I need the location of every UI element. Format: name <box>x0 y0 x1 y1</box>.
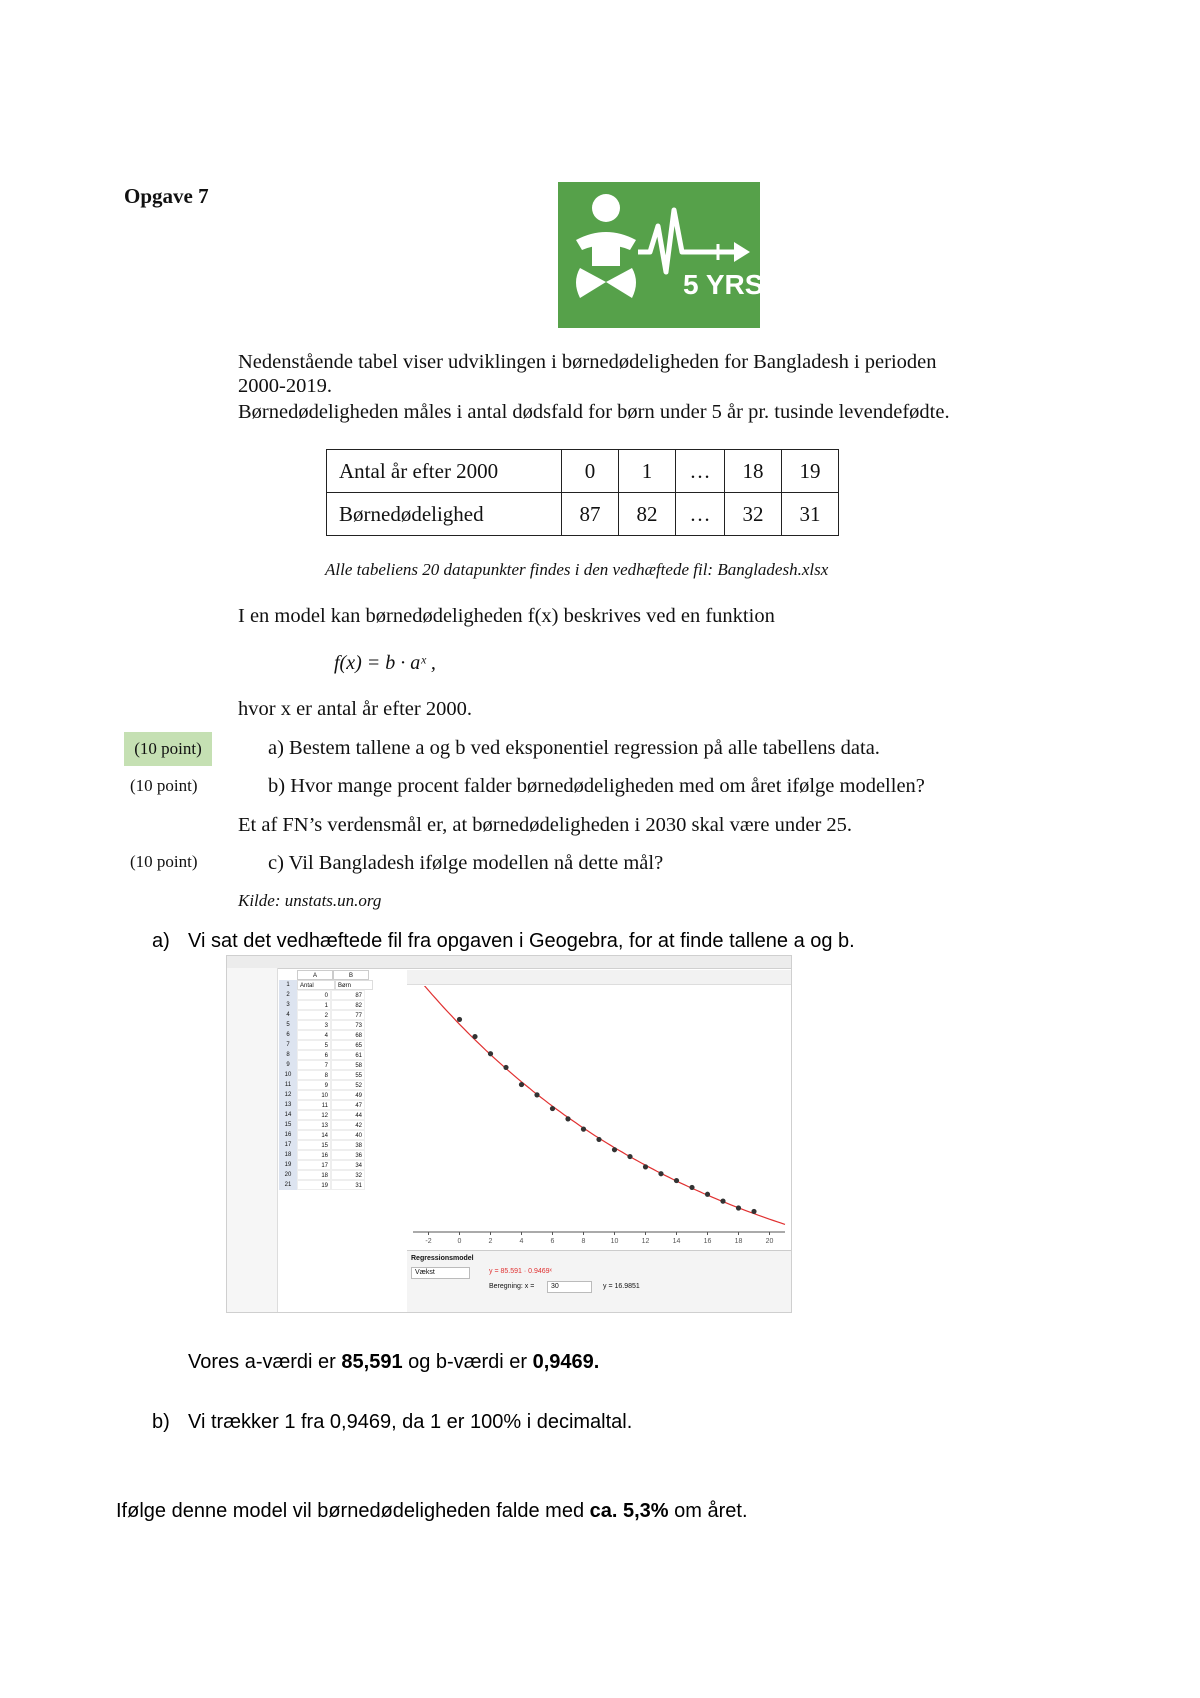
calc-y-result: y = 16.9851 <box>603 1283 640 1290</box>
spreadsheet-row-number: 12 <box>279 1090 297 1100</box>
data-point <box>705 1192 710 1197</box>
conclusion-prefix: Ifølge denne model vil børnedødeligheden falde med <box>116 1500 590 1522</box>
calc-x-input[interactable]: 30 <box>547 1281 592 1293</box>
spreadsheet-cell[interactable]: 10 <box>297 1090 331 1100</box>
regression-panel <box>407 1250 791 1313</box>
x-tick-label: 16 <box>703 1238 712 1245</box>
points-badge-a: (10 point) <box>124 732 212 766</box>
spreadsheet-row <box>279 1080 403 1090</box>
calc-label: Beregning: x = <box>489 1283 535 1290</box>
spreadsheet-row-number: 15 <box>279 1120 297 1130</box>
spreadsheet-cell[interactable]: 6 <box>297 1050 331 1060</box>
x-tick-label: 20 <box>765 1238 774 1245</box>
data-point <box>736 1205 741 1210</box>
spreadsheet-cell[interactable]: 12 <box>297 1110 331 1120</box>
spreadsheet-cell[interactable]: 38 <box>331 1140 365 1150</box>
spreadsheet-row <box>279 1070 403 1080</box>
regression-equation: y = 85.591 · 0.9469ˣ <box>489 1268 552 1275</box>
b-value: 0,9469. <box>532 1351 600 1373</box>
spreadsheet-row-number: 16 <box>279 1130 297 1140</box>
spreadsheet-cell[interactable]: 47 <box>331 1100 365 1110</box>
spreadsheet-row <box>279 1020 403 1030</box>
geogebra-toolbar <box>227 956 791 969</box>
data-point <box>689 1185 694 1190</box>
spreadsheet-cell[interactable]: 11 <box>297 1100 331 1110</box>
spreadsheet-cell[interactable]: 8 <box>297 1070 331 1080</box>
data-point <box>627 1154 632 1159</box>
table-cell: 18 <box>725 450 782 493</box>
regression-model-label: Regressionsmodel <box>411 1255 474 1262</box>
spreadsheet-header-cell: Antal <box>297 980 335 990</box>
sdg-child-mortality-logo <box>558 182 760 328</box>
spreadsheet-cell[interactable]: 18 <box>297 1170 331 1180</box>
spreadsheet-row <box>279 1110 403 1120</box>
table-cell: 1 <box>619 450 676 493</box>
data-point <box>643 1164 648 1169</box>
spreadsheet-row-number: 6 <box>279 1030 297 1040</box>
spreadsheet-cell[interactable]: 65 <box>331 1040 365 1050</box>
points-badge-b: (10 point) <box>130 776 198 795</box>
answer-a-marker: a) <box>152 930 170 952</box>
spreadsheet-row <box>279 1030 403 1040</box>
spreadsheet-row-number: 13 <box>279 1100 297 1110</box>
child-heartbeat-icon <box>558 182 760 328</box>
spreadsheet-cell[interactable]: 32 <box>331 1170 365 1180</box>
model-formula: f(x) = b · aˣ , <box>334 652 436 674</box>
x-tick-label: 2 <box>488 1238 493 1245</box>
x-tick-label: 18 <box>734 1238 743 1245</box>
table-row-label: Børnedødelighed <box>327 493 562 536</box>
spreadsheet-row <box>279 990 403 1000</box>
model-intro: I en model kan børnedødeligheden f(x) beskrives ved en funktion <box>238 605 775 627</box>
spreadsheet-row-number: 9 <box>279 1060 297 1070</box>
x-tick-label: 12 <box>641 1238 650 1245</box>
spreadsheet-row-number: 5 <box>279 1020 297 1030</box>
spreadsheet-cell[interactable]: 9 <box>297 1080 331 1090</box>
geogebra-spreadsheet: A B 1 Antal Børn 2 0 87 3 1 82 4 2 77 5 3 73 6 4 68 7 5 65 8 6 61 9 7 58 10 8 55 11 9 52 12 10 49 13 11 47 14 12 44 15 13 42 16 14 40 17 15 38 18 16 36 19 17 34 20 18 32 21 19 31 <box>279 970 403 1190</box>
spreadsheet-cell[interactable]: 2 <box>297 1010 331 1020</box>
spreadsheet-cell[interactable]: 19 <box>297 1180 331 1190</box>
spreadsheet-cell[interactable]: 77 <box>331 1010 365 1020</box>
spreadsheet-cell[interactable]: 55 <box>331 1070 365 1080</box>
spreadsheet-row-number: 20 <box>279 1170 297 1180</box>
spreadsheet-row-number: 11 <box>279 1080 297 1090</box>
spreadsheet-cell[interactable]: 68 <box>331 1030 365 1040</box>
spreadsheet-cell[interactable]: 3 <box>297 1020 331 1030</box>
spreadsheet-row-number: 18 <box>279 1150 297 1160</box>
data-point <box>581 1127 586 1132</box>
table-row-years <box>327 450 839 493</box>
conclusion-value: ca. 5,3% <box>589 1500 669 1522</box>
spreadsheet-cell[interactable]: 87 <box>331 990 365 1000</box>
spreadsheet-cell[interactable]: 0 <box>297 990 331 1000</box>
spreadsheet-cell[interactable]: 42 <box>331 1120 365 1130</box>
spreadsheet-row-number: 2 <box>279 990 297 1000</box>
spreadsheet-cell[interactable]: 82 <box>331 1000 365 1010</box>
table-cell: 31 <box>782 493 839 536</box>
answer-b-marker: b) <box>152 1411 170 1433</box>
table-cell: 32 <box>725 493 782 536</box>
spreadsheet-row <box>279 1060 403 1070</box>
conclusion <box>116 1500 748 1523</box>
geogebra-screenshot <box>226 955 792 1313</box>
data-point <box>488 1051 493 1056</box>
table-cell-ellipsis: … <box>676 493 725 536</box>
spreadsheet-cell[interactable]: 58 <box>331 1060 365 1070</box>
data-point <box>720 1199 725 1204</box>
data-point <box>674 1178 679 1183</box>
spreadsheet-row <box>279 1040 403 1050</box>
spreadsheet-cell[interactable]: 14 <box>297 1130 331 1140</box>
spreadsheet-row <box>279 1150 403 1160</box>
table-row-label: Antal år efter 2000 <box>327 450 562 493</box>
intro-line-1: Nedenstående tabel viser udviklingen i børnedødeligheden for Bangladesh i perioden <box>238 351 937 373</box>
spreadsheet-row <box>279 1160 403 1170</box>
spreadsheet-row-number: 4 <box>279 1010 297 1020</box>
spreadsheet-col-header: A <box>297 970 333 980</box>
spreadsheet-cell[interactable]: 31 <box>331 1180 365 1190</box>
data-point <box>596 1137 601 1142</box>
answer-values-mid: og b-værdi er <box>402 1351 533 1373</box>
intro-line-2: 2000-2019. <box>238 375 332 397</box>
x-tick-label: 14 <box>672 1238 681 1245</box>
question-a: a) Bestem tallene a og b ved eksponentiel regression på alle tabellens data. <box>268 737 880 759</box>
spreadsheet-row <box>279 1000 403 1010</box>
spreadsheet-cell[interactable]: 52 <box>331 1080 365 1090</box>
spreadsheet-header-cell: Børn <box>335 980 373 990</box>
spreadsheet-cell[interactable]: 73 <box>331 1020 365 1030</box>
table-cell: 87 <box>562 493 619 536</box>
answer-values <box>188 1351 599 1374</box>
spreadsheet-cell[interactable]: 61 <box>331 1050 365 1060</box>
spreadsheet-row <box>279 1140 403 1150</box>
spreadsheet-row-number: 19 <box>279 1160 297 1170</box>
table-caption: Alle tabeliens 20 datapunkter findes i den vedhæftede fil: Bangladesh.xlsx <box>325 560 829 579</box>
spreadsheet-cell[interactable]: 49 <box>331 1090 365 1100</box>
spreadsheet-row-number: 14 <box>279 1110 297 1120</box>
data-point <box>550 1106 555 1111</box>
mortality-data-table <box>326 449 839 536</box>
data-point <box>503 1065 508 1070</box>
spreadsheet-row <box>279 1090 403 1100</box>
spreadsheet-cell[interactable]: 13 <box>297 1120 331 1130</box>
x-tick-label: 0 <box>457 1238 462 1245</box>
answer-b-text: Vi trækker 1 fra 0,9469, da 1 er 100% i decimaltal. <box>188 1411 633 1433</box>
a-value: 85,591 <box>341 1351 403 1373</box>
data-point <box>534 1092 539 1097</box>
data-point <box>565 1116 570 1121</box>
question-c: c) Vil Bangladesh ifølge modellen nå dette mål? <box>268 852 664 874</box>
spreadsheet-row <box>279 1170 403 1180</box>
spreadsheet-row-number: 7 <box>279 1040 297 1050</box>
table-cell-ellipsis: … <box>676 450 725 493</box>
assignment-title: Opgave 7 <box>124 184 209 208</box>
spreadsheet-row <box>279 1050 403 1060</box>
data-point <box>612 1147 617 1152</box>
spreadsheet-row-number: 21 <box>279 1180 297 1190</box>
spreadsheet-row <box>279 1180 403 1190</box>
spreadsheet-cell[interactable]: 1 <box>297 1000 331 1010</box>
spreadsheet-row-number: 8 <box>279 1050 297 1060</box>
table-row-mortality <box>327 493 839 536</box>
x-tick-label: -2 <box>425 1238 432 1245</box>
spreadsheet-row <box>279 1130 403 1140</box>
data-point <box>519 1082 524 1087</box>
spreadsheet-cell[interactable]: 7 <box>297 1060 331 1070</box>
data-point <box>751 1209 756 1214</box>
spreadsheet-row <box>279 1010 403 1020</box>
x-tick-label: 10 <box>610 1238 619 1245</box>
spreadsheet-cell[interactable]: 5 <box>297 1040 331 1050</box>
table-cell: 19 <box>782 450 839 493</box>
table-cell: 82 <box>619 493 676 536</box>
regression-options-bar <box>407 970 791 985</box>
spreadsheet-cell[interactable]: 17 <box>297 1160 331 1170</box>
spreadsheet-cell[interactable]: 15 <box>297 1140 331 1150</box>
answer-values-prefix: Vores a-værdi er <box>188 1351 342 1373</box>
spreadsheet-cell[interactable]: 4 <box>297 1030 331 1040</box>
intro-line-3: Børnedødeligheden måles i antal dødsfald for børn under 5 år pr. tusinde levendefødte. <box>238 401 950 423</box>
source-note: Kilde: unstats.un.org <box>238 891 382 910</box>
spreadsheet-row-number: 10 <box>279 1070 297 1080</box>
spreadsheet-row <box>279 1100 403 1110</box>
x-tick-label: 6 <box>550 1238 555 1245</box>
data-point <box>472 1034 477 1039</box>
spreadsheet-row-number: 17 <box>279 1140 297 1150</box>
spreadsheet-cell[interactable]: 40 <box>331 1130 365 1140</box>
spreadsheet-col-header: B <box>333 970 369 980</box>
spreadsheet-row-number: 3 <box>279 1000 297 1010</box>
spreadsheet-cell[interactable]: 34 <box>331 1160 365 1170</box>
un-goal-statement: Et af FN’s verdensmål er, at børnedødeligheden i 2030 skal være under 25. <box>238 814 853 836</box>
spreadsheet-row <box>279 1120 403 1130</box>
spreadsheet-cell[interactable]: 36 <box>331 1150 365 1160</box>
table-cell: 0 <box>562 450 619 493</box>
spreadsheet-cell[interactable]: 16 <box>297 1150 331 1160</box>
data-point <box>457 1017 462 1022</box>
answer-a-text: Vi sat det vedhæftede fil fra opgaven i Geogebra, for at finde tallene a og b. <box>188 930 855 952</box>
data-point <box>658 1171 663 1176</box>
spreadsheet-cell[interactable]: 44 <box>331 1110 365 1120</box>
regression-plot <box>407 986 791 1248</box>
x-tick-label: 8 <box>581 1238 586 1245</box>
svg-text:5 YRS: 5 YRS <box>683 269 760 300</box>
definition-x: hvor x er antal år efter 2000. <box>238 698 472 720</box>
regression-curve <box>417 986 785 1224</box>
x-tick-label: 4 <box>519 1238 524 1245</box>
points-badge-c: (10 point) <box>130 852 198 871</box>
geogebra-side-panel <box>227 968 278 1312</box>
question-b: b) Hvor mange procent falder børnedødeligheden med om året ifølge modellen? <box>268 775 925 797</box>
conclusion-suffix: om året. <box>668 1500 748 1522</box>
regression-model-select[interactable]: Vækst <box>411 1267 470 1279</box>
